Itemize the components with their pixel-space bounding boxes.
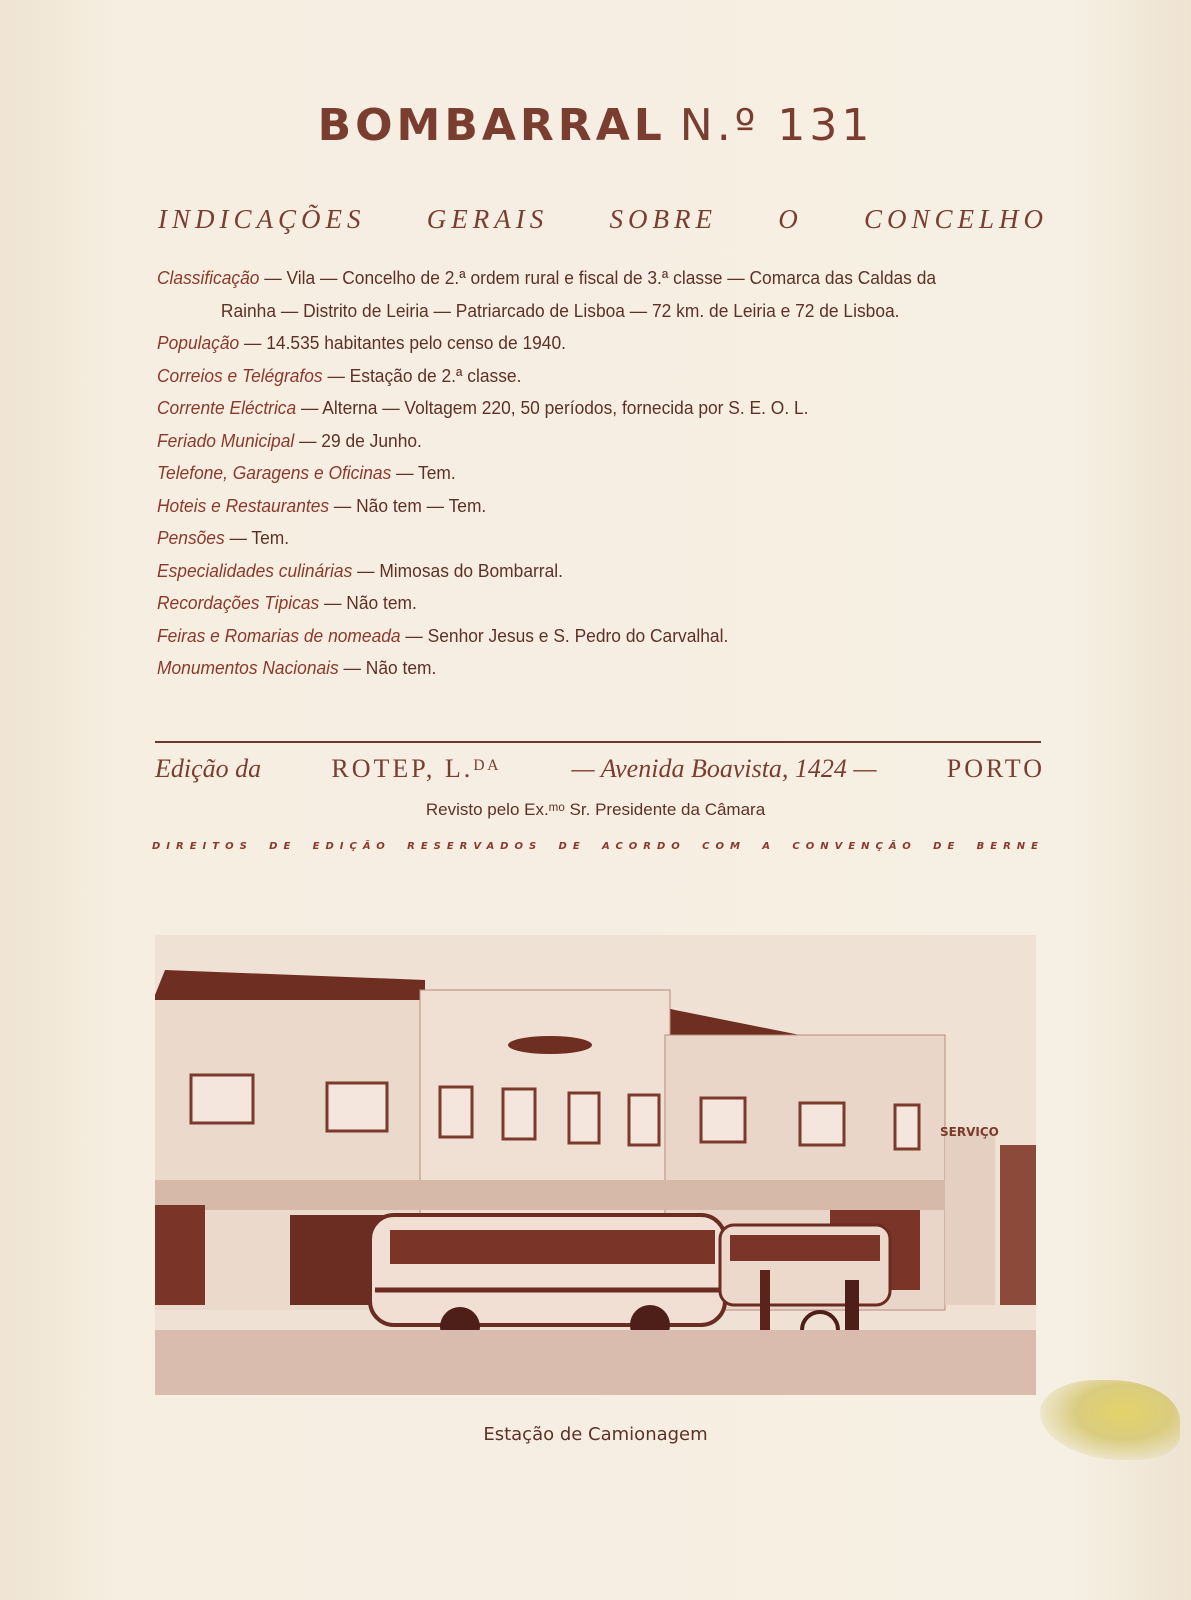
entry-key: Corrente Eléctrica (157, 397, 297, 418)
entry-key: Correios e Telégrafos (157, 364, 323, 386)
entry-value: — Não tem. (319, 592, 417, 613)
entry-value: — 29 de Junho. (294, 429, 422, 451)
entry-value: — 14.535 habitantes pelo censo de 1940. (239, 332, 566, 353)
bus-station-illustration (155, 935, 1036, 1395)
info-entry (157, 587, 994, 620)
edition-publisher: ROTEP, L.ᴰᴬ (331, 754, 502, 783)
entry-value: — Estação de 2.ª classe. (322, 364, 522, 386)
entry-key: Monumentos Nacionais (157, 657, 339, 678)
page-title (0, 100, 1191, 151)
title-number: N.º 131 (679, 100, 874, 151)
info-entry (157, 620, 994, 653)
divider (155, 741, 1041, 743)
photo-caption: Estação de Camionagem (483, 1424, 708, 1445)
entry-value: — Alterna — Voltagem 220, 50 períodos, fornecida por S. E. O. L. (296, 397, 809, 418)
entry-key: Feriado Municipal (157, 429, 295, 451)
station-sign: SERVIÇO (940, 1125, 999, 1139)
entry-key: Telefone, Garagens e Oficinas (157, 462, 392, 483)
info-entry (157, 425, 994, 458)
edition-city: PORTO (946, 754, 1045, 783)
entry-value: — Não tem — Tem. (329, 494, 487, 516)
info-entry (157, 262, 994, 327)
edition-prefix: Edição da (155, 754, 262, 783)
edition-line (155, 754, 1045, 784)
info-entry (157, 555, 994, 588)
section-subtitle: INDICAÇÕES GERAIS SOBRE O CONCELHO (158, 204, 1048, 234)
entry-value: — Tem. (224, 527, 290, 548)
edition-address: — Avenida Boavista, 1424 — (571, 754, 877, 783)
reviewed-by: Revisto pelo Ex.ᵐᵒ Sr. Presidente da Câmara (425, 800, 766, 819)
info-entry (157, 392, 994, 425)
info-entry (157, 360, 994, 393)
entry-key: População (157, 332, 240, 353)
info-entry (157, 652, 994, 685)
entry-key: Recordações Tipicas (157, 592, 320, 613)
info-entry (157, 522, 994, 555)
entry-value: — Senhor Jesus e S. Pedro do Carvalhal. (400, 624, 729, 646)
title-town: BOMBARRAL (317, 100, 666, 151)
info-entry (157, 327, 994, 360)
bus-2 (720, 1225, 890, 1305)
paper-stain (1040, 1380, 1180, 1460)
entry-value: — Vila — Concelho de 2.ª ordem rural e fiscal de 3.ª classe — Comarca das Caldas da Rainha — Distrito de Leiria — Patriarcado de Lisboa — 72 km. de Leiria e 72 de Lisboa. (220, 267, 937, 321)
info-entries (157, 262, 994, 685)
entry-value: — Não tem. (338, 657, 437, 678)
entry-value: — Tem. (391, 462, 456, 483)
entry-key: Especialidades culinárias (157, 559, 353, 581)
entry-key: Hoteis e Restaurantes (157, 494, 330, 516)
entry-key: Classificação (157, 267, 260, 288)
info-entry (157, 490, 994, 523)
entry-key: Feiras e Romarias de nomeada (157, 624, 401, 646)
entry-key: Pensões (157, 527, 225, 548)
entry-value: — Mimosas do Bombarral. (352, 559, 563, 581)
copyright-notice: DIREITOS DE EDIÇÃO RESERVADOS DE ACORDO COM A CONVENÇÃO DE BERNE (152, 841, 1044, 852)
info-entry (157, 457, 994, 490)
bus-station-photo (155, 935, 1036, 1395)
